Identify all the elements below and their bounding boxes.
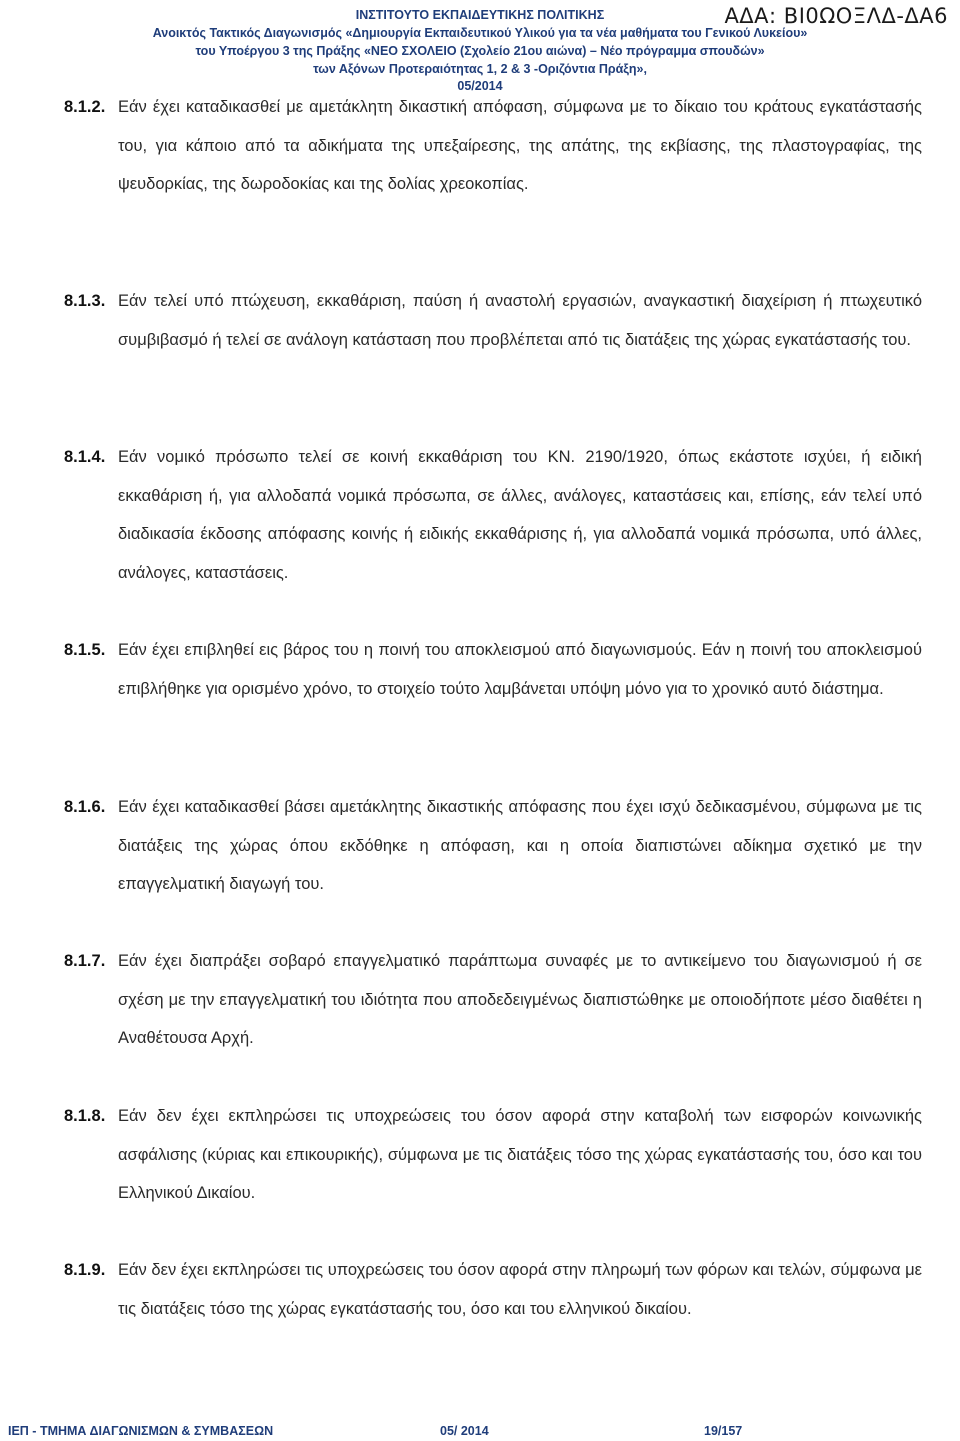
- header-date: 05/2014: [457, 79, 503, 93]
- clause-text: Εάν δεν έχει εκπληρώσει τις υποχρεώσεις του όσον αφορά στην καταβολή των εισφορών κοινωνικής ασφάλισης (κύριας και επικουρικής), σύμφωνα με τις διατάξεις τόσο της χώρας εγκατάστασής του, όσο και του Ελληνικού Δικαίου.: [118, 1107, 922, 1202]
- clause-8-1-4: [64, 438, 922, 592]
- clause-text: Εάν έχει επιβληθεί εις βάρος του η ποινή του αποκλεισμού από διαγωνισμούς. Εάν η ποινή του αποκλεισμού επιβλήθηκε για ορισμένο χρόνο, το στοιχείο τούτο λαμβάνεται υπόψη μόνο για το χρονικό αυτό διάστημα.: [118, 641, 922, 698]
- clause-number: 8.1.4.: [64, 448, 106, 466]
- clause-8-1-2: [64, 88, 922, 204]
- clause-text: Εάν έχει καταδικασθεί βάσει αμετάκλητης δικαστικής απόφασης που έχει ισχύ δεδικασμένου, σύμφωνα με τις διατάξεις της χώρας όπου εκδόθηκε η απόφαση, και η οποία διαπιστώνει αδίκημα σχετικό με την επαγγελματική διαγωγή του.: [118, 798, 922, 893]
- clause-number: 8.1.9.: [64, 1261, 106, 1279]
- ada-code: ΑΔΑ: ΒΙ0ΩΟΞΛΔ-ΔΑ6: [724, 4, 948, 28]
- clause-text: Εάν έχει καταδικασθεί με αμετάκλητη δικαστική απόφαση, σύμφωνα με το δίκαιο του κράτους εγκατάστασής του, για κάποιο από τα αδικήματα της υπεξαίρεσης, της απάτης, της εκβίασης, της πλαστογραφίας, της ψευδορκίας, της δωροδοκίας και της δολίας χρεοκοπίας.: [118, 98, 922, 193]
- clause-number: 8.1.2.: [64, 98, 106, 116]
- footer-date: 05/ 2014: [440, 1424, 489, 1438]
- clause-8-1-8: [64, 1097, 922, 1213]
- clause-text: Εάν τελεί υπό πτώχευση, εκκαθάριση, παύση ή αναστολή εργασιών, αναγκαστική διαχείριση ή πτωχευτικό συμβιβασμό ή τελεί σε ανάλογη κατάσταση που προβλέπεται από τις διατάξεις της χώρας εγκατάστασής του.: [118, 292, 922, 349]
- clause-number: 8.1.6.: [64, 798, 106, 816]
- header-subproject: του Υποέργου 3 της Πράξης «ΝΕΟ ΣΧΟΛΕΙΟ (Σχολείο 21ου αιώνα) – Νέο πρόγραμμα σπουδών»: [195, 44, 765, 58]
- clause-text: Εάν νομικό πρόσωπο τελεί σε κοινή εκκαθάριση του ΚΝ. 2190/1920, όπως εκάστοτε ισχύει, ή ειδική εκκαθάριση ή, για αλλοδαπά νομικά πρόσωπα, σε άλλες, ανάλογες, καταστάσεις και, επίσης, εάν τελεί υπό διαδικασία έκδοσης απόφασης κοινής ή ειδικής εκκαθάρισης ή, για αλλοδαπά νομικά πρόσωπα, υπό άλλες, ανάλογες, καταστάσεις.: [118, 448, 922, 582]
- clause-number: 8.1.8.: [64, 1107, 106, 1125]
- header-tender-title: Ανοικτός Τακτικός Διαγωνισμός «Δημιουργία Εκπαιδευτικού Υλικού για τα νέα μαθήματα του Γενικού Λυκείου»: [152, 26, 808, 40]
- clause-8-1-6: [64, 788, 922, 904]
- clause-number: 8.1.7.: [64, 952, 106, 970]
- clause-text: Εάν έχει διαπράξει σοβαρό επαγγελματικό παράπτωμα συναφές με το αντικείμενο του διαγωνισμού ή σε σχέση με την επαγγελματική του ιδιότητα που αποδεδειγμένως διαπιστώθηκε με οποιοδήποτε μέσο διαθέτει η Αναθέτουσα Αρχή.: [118, 952, 922, 1047]
- clause-8-1-3: [64, 282, 922, 359]
- clause-number: 8.1.3.: [64, 292, 106, 310]
- document-header: [0, 0, 960, 92]
- clause-8-1-9: [64, 1251, 922, 1328]
- document-footer: [0, 1420, 960, 1440]
- clause-8-1-5: [64, 631, 922, 708]
- clause-number: 8.1.5.: [64, 641, 106, 659]
- page-number: 19/157: [704, 1424, 743, 1438]
- clause-text: Εάν δεν έχει εκπληρώσει τις υποχρεώσεις του όσον αφορά στην πληρωμή των φόρων και τελών, σύμφωνα με τις διατάξεις τόσο της χώρας εγκατάστασής του, όσο και του ελληνικού δικαίου.: [118, 1261, 922, 1318]
- footer-department: ΙΕΠ - ΤΜΗΜΑ ΔΙΑΓΩΝΙΣΜΩΝ & ΣΥΜΒΑΣΕΩΝ: [8, 1424, 274, 1438]
- header-institute: ΙΝΣΤΙΤΟΥΤΟ ΕΚΠΑΙΔΕΥΤΙΚΗΣ ΠΟΛΙΤΙΚΗΣ: [355, 8, 605, 22]
- header-axes: των Αξόνων Προτεραιότητας 1, 2 & 3 -Οριζόντια Πράξη»,: [313, 62, 647, 76]
- clause-8-1-7: [64, 942, 922, 1058]
